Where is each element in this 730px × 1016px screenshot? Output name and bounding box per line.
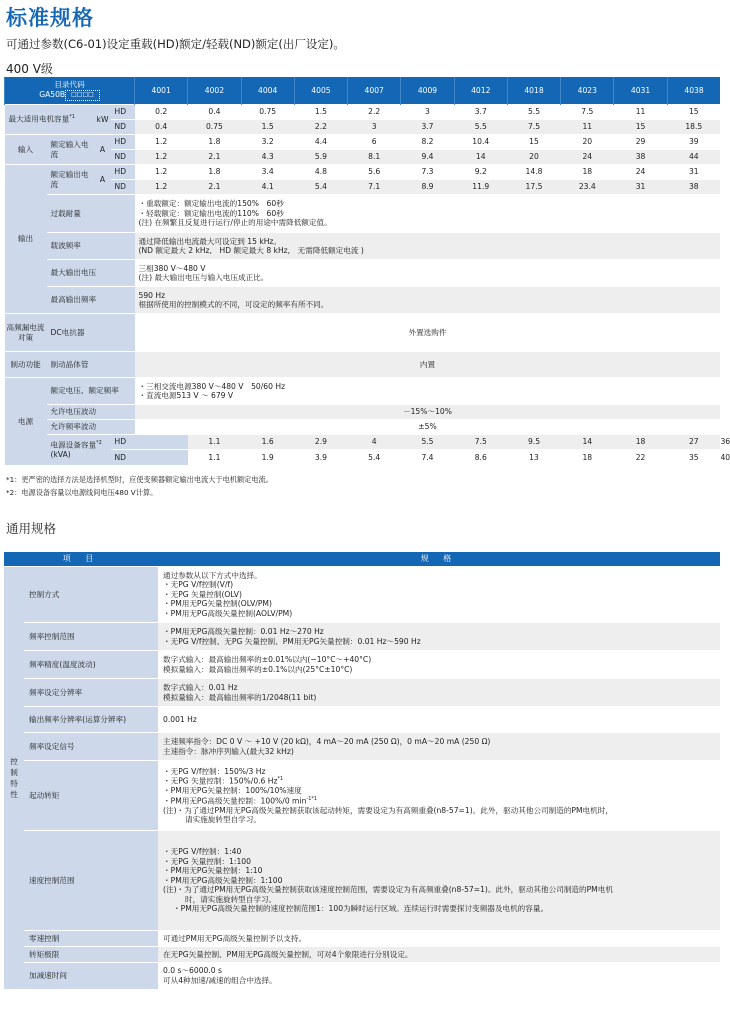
value-cell: 0.75 (188, 120, 241, 135)
power-capacity-unit: (kVA) (50, 450, 71, 460)
value-cell: 1.2 (135, 165, 188, 180)
spec-item-label: 控制方式 (24, 567, 158, 623)
power-group-label: 电源 (5, 378, 47, 465)
spec-line: 时，请实施旋转型自学习。 (185, 894, 277, 904)
model-code-label: 目录代码 (54, 80, 85, 90)
value-cell: 11 (614, 105, 667, 120)
spec-line: ・无PG 矢量控制：150%/0.6 Hz$^{*1}$ (163, 776, 284, 786)
value-cell: 3.7 (401, 120, 454, 135)
value-cell: 1.5 (294, 105, 347, 120)
power-capacity-text: 电源设备容量 (50, 440, 97, 450)
value-cell: 7.5 (454, 435, 507, 450)
spec-line: 可从4种加速/减速的组合中选择。 (163, 975, 277, 985)
spec-line: ・PM用无PG高级矢量控制：100%/0 $\min^{-1*1}$ (163, 795, 318, 806)
category-label (4, 567, 24, 989)
spec-line: 主速指令：脉冲序列输入(最大32 kHz) (163, 746, 294, 756)
spec-line: 数字式输入：最高输出频率的±0.01%以内(−10°C～+40°C) (163, 655, 372, 665)
hd-label: HD (111, 435, 188, 450)
value-cell: 7.1 (348, 180, 401, 195)
spec-line: ・无PG V/f控制、无PG 矢量控制、PM用无PG矢量控制：0.01 Hz～590 Hz (163, 636, 421, 646)
value-cell: 3 (348, 120, 401, 135)
motor-capacity-label (5, 105, 95, 135)
spec-item-label: 加减速时间 (24, 963, 158, 989)
overload-label: 过载耐量 (47, 195, 135, 233)
braking-transistor-value: 内置 (135, 352, 721, 378)
value-cell: 31 (614, 180, 667, 195)
value-cell: 14.8 (507, 165, 560, 180)
carrier-spec-line: 通过降低输出电流最大可设定到 15 kHz。 (138, 236, 282, 246)
value-cell: 1.5 (241, 120, 294, 135)
value-cell: 8.2 (401, 135, 454, 150)
spec-line: 可通过PM用无PG高级矢量控制予以支持。 (163, 933, 307, 943)
spec-line: (注)・为了通过PM用无PG高级矢量控制获取该速度控制范围，需要设定为有高频重叠(n8-57=1)。此外，驱动其他公司制造的PM电机 (163, 885, 613, 895)
category-char: 控 (10, 756, 18, 766)
maxf-spec-line: 590 Hz (138, 290, 166, 300)
spec-line: ・无PG V/f控制：150%/3 Hz (163, 766, 266, 776)
unit-label: A (95, 135, 111, 165)
value-cell: 5.5 (454, 120, 507, 135)
hd-label: HD (111, 105, 135, 120)
carrier-spec (135, 233, 721, 260)
value-cell: 0.75 (241, 105, 294, 120)
value-cell: 7.5 (561, 105, 614, 120)
value-cell: 44 (667, 150, 720, 165)
value-cell: 14 (561, 435, 614, 450)
value-cell: 18 (561, 165, 614, 180)
spec-value (158, 931, 720, 947)
value-cell: 8.6 (454, 450, 507, 465)
spec-value (158, 761, 720, 831)
motor-capacity-text: 最大适用电机容量 (8, 115, 70, 125)
value-cell: 11 (561, 120, 614, 135)
value-cell: 1.2 (135, 180, 188, 195)
braking-group-label: 制动功能 (5, 352, 47, 378)
value-cell: 7.4 (401, 450, 454, 465)
spec-line: 模拟量输入：最高输出频率的1/2048(11 bit) (163, 692, 317, 702)
value-cell: 31 (667, 165, 720, 180)
spec-value (158, 679, 720, 707)
value-cell: 3.9 (294, 450, 347, 465)
voltage-class-heading: 400 V级 (6, 62, 53, 76)
value-cell: 15 (507, 135, 560, 150)
value-cell: 10.4 (454, 135, 507, 150)
harmonic-group-label: 高频漏电流对策 (5, 314, 47, 352)
spec-value (158, 567, 720, 623)
value-cell: 20 (561, 135, 614, 150)
output-current-label: 额定输出电流 (47, 165, 95, 195)
overload-spec (135, 195, 721, 233)
value-cell: 9.2 (454, 165, 507, 180)
spec-line: 主速频率指令：DC 0 V ～ +10 V (20 kΩ)，4 mA～20 mA (250 Ω)，0 mA～20 mA (250 Ω) (163, 737, 491, 747)
model-number: 4005 (294, 77, 347, 105)
category-char: 特 (10, 778, 18, 788)
footnote-marker: *2 (96, 440, 102, 446)
category-char: 制 (10, 767, 18, 777)
rated-voltage-label: 额定电压、额定频率 (47, 378, 135, 405)
power-capacity-label (47, 435, 111, 465)
value-cell: 2.9 (294, 435, 347, 450)
model-number: 4038 (667, 77, 720, 105)
value-cell: 1.9 (241, 450, 294, 465)
overload-spec-line: ・重载额定：额定输出电流的150% 60秒 (138, 199, 284, 209)
model-number: 4031 (614, 77, 667, 105)
maxv-spec-line: (注) 最大输出电压与输入电压成正比。 (138, 273, 269, 282)
spec-item-label: 输出频率分辨率(运算分辨率) (24, 707, 158, 733)
spec-line: ・无PG V/f控制(V/f) (163, 580, 234, 590)
value-cell: 2.1 (188, 150, 241, 165)
spec-line: ・PM用无PG矢量控制：100%/10%速度 (163, 786, 302, 796)
standard-spec-table: 目录代码 GA50B □□□□ 4001 4002 4004 4005 4007 4009 4012 4018 4023 4031 4038 最大适用电机容量$^{*1}$ kW HD 0.2 0.4 0.75 1.5 2.2 3 3.7 5.5 7.5 11 15 ND 0.4 0.75 1.5 2.2 3 3.7 5.5 7.5 11 15 18.5 输入 额定输入电流 A HD 1.2 1.8 3.2 4.4 6 8.2 10.4 15 20 29 39 ND 1.2 2.1 4.3 5.9 8.1 9.4 14 20 24 38 44 输出 额定输出电流 A HD 1.2 1.8 3.4 4.8 5.6 7.3 9.2 14.8 18 24 31 ND 1.2 2.1 4.1 5.4 7.1 8.9 11.9 17.5 23.4 31 38 过载耐量 ・重载额定：额定输出电流的150% 60秒 ・轻载额定：额定输出电流的110% 60秒 (注) 在频繁且反复进行运行/停止的用途中需降低额定值。 载波频率 通过降低输出电流最大可设定到 15 kHz。 (ND 额定最大 2 kHz, HD 额定最大 8 kHz, 无需降低额定电流 ) 最大输出电压 三相380 V～480 V (注) 最大输出电压与输入电压成正比。 最高输出频率 590 Hz 根据所使用的控制模式的不同，可设定的频率有所不同。 高频漏电流对策 DC电抗器 外置选购件 制动功能 制动晶体管 内置 电源 额定电压、额定频率 ・三相交流电源380 V～480 V 50/60 Hz ・直流电源513 V ～ 679 V 允许电压波动 －15%～10% 允许频率波动 ±5% 电源设备容量$^{*2}$ (kVA) HD 1.1 1.6 2.9 4 5.5 7.5 9.5 14 18 27 36 ND 1.1 1.9 3.9 5.4 7.4 8.6 13 18 22 35 40 (4, 76, 720, 465)
spec-line: ・PM用无PG高级矢量控制的速度控制范围1：100为瞬时运行区域。连续运行时需要探讨变频器及电机的容量。 (173, 904, 549, 914)
model-number: 4007 (348, 77, 401, 105)
model-number: 4012 (454, 77, 507, 105)
spec-value (158, 651, 720, 679)
value-cell: 5.6 (348, 165, 401, 180)
rated-voltage-spec (135, 378, 721, 405)
value-cell: 5.4 (348, 450, 401, 465)
model-prefix: GA50B (39, 90, 66, 100)
value-cell: 5.4 (294, 180, 347, 195)
spec-line: 通过参数从以下方式中选择。 (163, 570, 262, 580)
value-cell: 0.4 (188, 105, 241, 120)
maxf-spec-line: 根据所使用的控制模式的不同，可设定的频率有所不同。 (138, 300, 329, 309)
maxv-spec (135, 260, 721, 287)
carrier-spec-line: (ND 额定最大 2 kHz, HD 额定最大 8 kHz, 无需降低额定电流 ) (138, 246, 364, 255)
value-cell: 6 (348, 135, 401, 150)
footnote-marker: *1 (69, 114, 75, 121)
value-cell: 0.2 (135, 105, 188, 120)
value-cell: 15 (614, 120, 667, 135)
nd-label: ND (111, 180, 135, 195)
value-cell: 7.5 (507, 120, 560, 135)
value-cell: 18 (561, 450, 614, 465)
rated-voltage-spec-line: ・直流电源513 V ～ 679 V (138, 391, 234, 400)
spec-line: 数字式输入：0.01 Hz (163, 683, 238, 693)
spec-line: 请实施旋转型自学习。 (185, 815, 261, 824)
value-cell: 4.8 (294, 165, 347, 180)
value-cell: 8.1 (348, 150, 401, 165)
item-column-header: 项 目 (4, 552, 158, 567)
model-number: 4023 (561, 77, 614, 105)
value-cell: 1.6 (241, 435, 294, 450)
spec-item-label: 速度控制范围 (24, 831, 158, 931)
input-group-label: 输入 (5, 135, 47, 165)
maxf-label: 最高输出频率 (47, 287, 135, 314)
value-cell: 17.5 (507, 180, 560, 195)
spec-item-label: 频率控制范围 (24, 623, 158, 651)
spec-line: ・PM用无PG高级矢量控制：1:100 (163, 875, 283, 885)
value-cell: 3.4 (241, 165, 294, 180)
voltage-fluctuation-label: 允许电压波动 (47, 405, 135, 420)
value-cell: 3 (401, 105, 454, 120)
value-cell: 15 (667, 105, 720, 120)
value-cell: 1.1 (188, 435, 241, 450)
category-char: 性 (10, 789, 18, 799)
value-cell: 22 (614, 450, 667, 465)
spec-line: 在无PG矢量控制、PM用无PG高级矢量控制，可对4个象限进行分别设定。 (163, 949, 413, 959)
spec-item-label: 频率设定信号 (24, 733, 158, 761)
footnote-1: *1：更严密的选择方法是选择机型时，应使变频器额定输出电流大于电机额定电流。 (6, 475, 273, 484)
input-current-label: 额定输入电流 (47, 135, 95, 165)
model-number: 4001 (135, 77, 188, 105)
footnote-marker: -1*1 (306, 795, 318, 802)
value-cell: 20 (507, 150, 560, 165)
model-number: 4009 (401, 77, 454, 105)
general-spec-heading: 通用规格 (6, 521, 57, 536)
spec-line: ・PM用无PG高级矢量控制：0.01 Hz～270 Hz (163, 627, 324, 637)
value-cell: 18 (614, 435, 667, 450)
value-cell: 18.5 (667, 120, 720, 135)
value-cell: 24 (614, 165, 667, 180)
voltage-fluctuation-value: －15%～10% (135, 405, 721, 420)
subtitle: 可通过参数(C6-01)设定重载(HD)额定/轻载(ND)额定(出厂设定)。 (6, 37, 345, 51)
dc-reactor-value: 外置选购件 (135, 314, 721, 352)
unit-label: A (95, 165, 111, 195)
spec-column-header: 规 格 (158, 552, 720, 567)
value-cell: 14 (454, 150, 507, 165)
value-cell: 24 (561, 150, 614, 165)
dc-reactor-label: DC电抗器 (47, 314, 135, 352)
value-cell: 5.5 (507, 105, 560, 120)
spec-line: ・PM用无PG高级矢量控制(AOLV/PM) (163, 608, 293, 618)
value-cell: 1.1 (188, 450, 241, 465)
spec-item-label: 起动转矩 (24, 761, 158, 831)
footnote-marker: *1 (277, 776, 284, 782)
output-group-label: 输出 (5, 165, 47, 314)
value-cell: 4.1 (241, 180, 294, 195)
spec-value (158, 831, 720, 931)
hd-label: HD (111, 135, 135, 150)
value-cell: 4 (348, 435, 401, 450)
spec-line: 0.0 s～6000.0 s (163, 966, 222, 976)
value-cell: 1.8 (188, 165, 241, 180)
page-title: 标准规格 (6, 6, 94, 30)
value-cell: 38 (614, 150, 667, 165)
spec-value (158, 707, 720, 733)
value-cell: 39 (667, 135, 720, 150)
value-cell: 3.7 (454, 105, 507, 120)
value-cell: 9.4 (401, 150, 454, 165)
unit-label: kW (95, 105, 111, 135)
spec-line: (注)・为了通过PM用无PG高级矢量控制获取该起动转矩，需要设定为有高频重叠(n8-57=1)。此外，驱动其他公司制造的PM电机时， (163, 805, 613, 815)
spec-item-label: 转矩极限 (24, 947, 158, 963)
value-cell: 7.3 (401, 165, 454, 180)
maxf-spec (135, 287, 721, 314)
model-suffix-boxes: □□□□ (65, 90, 100, 100)
frequency-fluctuation-label: 允许频率波动 (47, 420, 135, 435)
value-cell: 35 (667, 450, 720, 465)
value-cell: 8.9 (401, 180, 454, 195)
value-cell: 5.9 (294, 150, 347, 165)
spec-line: ・无PG 矢量控制(OLV) (163, 589, 242, 599)
value-cell: 2.1 (188, 180, 241, 195)
spec-line: ・无PG 矢量控制：1:100 (163, 856, 251, 866)
model-number: 4004 (241, 77, 294, 105)
spec-value (158, 947, 720, 963)
value-cell: 13 (507, 450, 560, 465)
nd-label: ND (111, 120, 135, 135)
value-cell: 4.4 (294, 135, 347, 150)
value-cell: 3.2 (241, 135, 294, 150)
overload-spec-line: ・轻载额定：额定输出电流的110% 60秒 (138, 208, 284, 218)
spec-line: ・PM用无PG矢量控制：1:10 (163, 866, 263, 876)
value-cell: 4.3 (241, 150, 294, 165)
overload-spec-line: (注) 在频繁且反复进行运行/停止的用途中需降低额定值。 (138, 218, 332, 228)
spec-line: ・PM用无PG矢量控制(OLV/PM) (163, 599, 272, 609)
value-cell: 5.5 (401, 435, 454, 450)
carrier-label: 载波频率 (47, 233, 135, 260)
value-cell: 1.2 (135, 135, 188, 150)
rated-voltage-spec-line: ・三相交流电源380 V～480 V 50/60 Hz (138, 381, 286, 391)
spec-value (158, 623, 720, 651)
frequency-fluctuation-value: ±5% (135, 420, 721, 435)
model-number: 4002 (188, 77, 241, 105)
spec-item-label: 零速控制 (24, 931, 158, 947)
model-code-header (5, 77, 135, 105)
maxv-label: 最大输出电压 (47, 260, 135, 287)
value-cell: 9.5 (507, 435, 560, 450)
spec-value (158, 733, 720, 761)
value-cell: 27 (667, 435, 720, 450)
spec-item-label: 频率精度(温度波动) (24, 651, 158, 679)
nd-label: ND (111, 450, 188, 465)
value-cell: 29 (614, 135, 667, 150)
value-cell: 1.8 (188, 135, 241, 150)
general-spec-table (4, 551, 720, 989)
maxv-spec-line: 三相380 V～480 V (138, 263, 206, 273)
value-cell: 1.2 (135, 150, 188, 165)
spec-line: 模拟量输入：最高输出频率的±0.1%以内(25°C±10°C) (163, 664, 353, 674)
spec-line: 0.001 Hz (163, 714, 197, 724)
value-cell: 2.2 (348, 105, 401, 120)
footnote-2: *2：电源设备容量以电源线间电压480 V计算。 (6, 488, 158, 497)
braking-transistor-label: 制动晶体管 (47, 352, 135, 378)
spec-item-label: 频率设定分辨率 (24, 679, 158, 707)
hd-label: HD (111, 165, 135, 180)
spec-line: ・无PG V/f控制：1:40 (163, 847, 242, 857)
nd-label: ND (111, 150, 135, 165)
value-cell: 0.4 (135, 120, 188, 135)
value-cell: 23.4 (561, 180, 614, 195)
model-number: 4018 (507, 77, 560, 105)
value-cell: 38 (667, 180, 720, 195)
value-cell: 2.2 (294, 120, 347, 135)
spec-value (158, 963, 720, 989)
value-cell: 11.9 (454, 180, 507, 195)
